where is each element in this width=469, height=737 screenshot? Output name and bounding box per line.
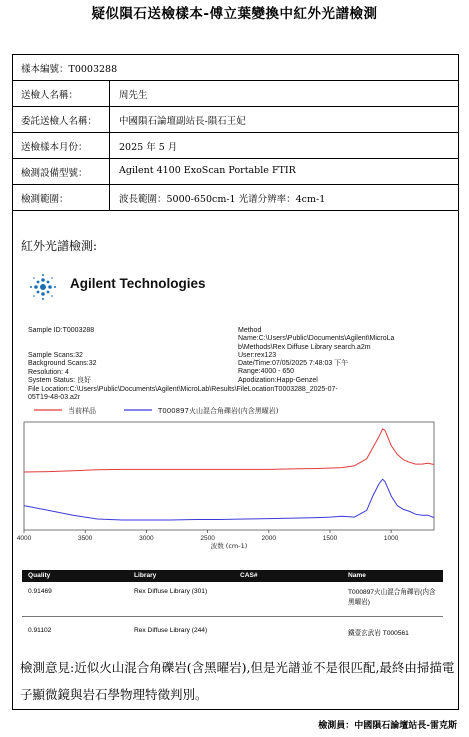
client-value: 中國隕石論壇副站長-隕石王妃 <box>119 116 246 127</box>
row-name: 鐵壹玄武岩 T000561 <box>348 630 409 637</box>
library-results-table <box>22 570 443 643</box>
x-tick-label: 1000 <box>383 535 399 542</box>
scan-info-text: Sample Scans:32 Background Scans:32 Resolution: 4 System Status: 良好 <box>28 352 97 384</box>
info-row-device <box>13 159 458 185</box>
header-name: Name <box>348 572 366 579</box>
inspector-signature: 檢測員：中國隕石論壇站長-雷克斯 <box>318 721 457 731</box>
header-quality: Quality <box>28 572 51 579</box>
submitter-value: 周先生 <box>119 90 148 101</box>
device-value: Agilent 4100 ExoScan Portable FTIR <box>119 165 296 176</box>
table-row <box>22 582 443 617</box>
row-library: Rex Diffuse Library (244) <box>134 627 208 634</box>
row-library: Rex Diffuse Library (301) <box>134 588 208 595</box>
x-tick-label: 3500 <box>77 535 93 542</box>
x-tick-label: 2000 <box>261 535 277 542</box>
info-row-sample-id <box>13 55 458 81</box>
sample-id-text: Sample ID:T0003288 <box>28 327 95 334</box>
month-value: 2025 年 5 月 <box>119 142 178 153</box>
column-divider <box>109 185 110 210</box>
column-divider <box>109 159 110 184</box>
row-quality: 0.91102 <box>28 627 52 634</box>
inspection-opinion: 檢測意見:近似火山混合角礫岩(含黑曜岩),但是光譜並不是很匹配,最終由掃描電子顯微鏡與岩石學物理特徵判別。 <box>20 660 455 702</box>
column-divider <box>109 81 110 106</box>
client-label: 委託送檢人名稱： <box>21 116 98 127</box>
legend-label: T000897火山混合角礫岩(内含黑曜岩) <box>158 407 279 415</box>
file-location-text: File Location:C:\Users\Public\Documents\Agilent\MicroLab\Results\FileLocationT0003288_2025-07- 05T19-48-03.a2r <box>28 386 338 402</box>
series-line <box>24 429 434 472</box>
info-row-range <box>13 185 458 211</box>
info-row-month <box>13 133 458 159</box>
brand-name: Agilent Technologies <box>70 276 206 291</box>
submitter-label: 送檢人名稱： <box>21 90 79 101</box>
table-header <box>22 570 443 582</box>
x-tick-label: 2500 <box>200 535 215 542</box>
month-label: 送檢樣本月份： <box>21 142 88 153</box>
device-label: 檢測設備型號： <box>21 168 88 179</box>
method-text: Method Name:C:\Users\Public\Documents\Agilent\MicroLa b\Methods\Rex Diffuse Library search.a2m User:rex123 Date/Time:07/05/2025 7:48:03 下午 Range:4000 - 650 Apodization:Happ-Genzel <box>238 327 395 384</box>
table-row <box>22 617 443 643</box>
range-value: 波長範圍：5000-650cm-1 光谱分辨率：4cm-1 <box>119 194 326 205</box>
ftir-spectrum-chart <box>14 400 444 550</box>
x-tick-label: 1500 <box>322 535 338 542</box>
section-title: 紅外光譜檢測: <box>21 239 98 253</box>
spectrum-svg <box>14 400 444 550</box>
series-line <box>24 479 434 520</box>
legend-label: 当前样品 <box>68 407 96 415</box>
header-cas: CAS# <box>240 572 258 579</box>
plot-frame <box>24 422 434 530</box>
range-label: 檢測範圍： <box>21 194 69 205</box>
info-row-submitter <box>13 81 458 107</box>
x-tick-label: 4000 <box>16 535 32 542</box>
x-tick-label: 3000 <box>139 535 154 542</box>
agilent-spark-logo-icon <box>28 272 58 302</box>
info-row-client <box>13 107 458 133</box>
column-divider <box>109 133 110 158</box>
report-title: 疑似隕石送檢樣本-傅立葉變換中紅外光譜檢測 <box>91 6 378 22</box>
column-divider <box>109 107 110 132</box>
sample-id-label: 樣本編號：T0003288 <box>21 64 118 75</box>
x-axis-label: 波数 (cm-1) <box>210 542 248 550</box>
row-quality: 0.91469 <box>28 588 52 595</box>
header-library: Library <box>134 572 157 579</box>
row-name: T000897火山混合角礫岩(内含黑曜岩) <box>348 589 436 606</box>
